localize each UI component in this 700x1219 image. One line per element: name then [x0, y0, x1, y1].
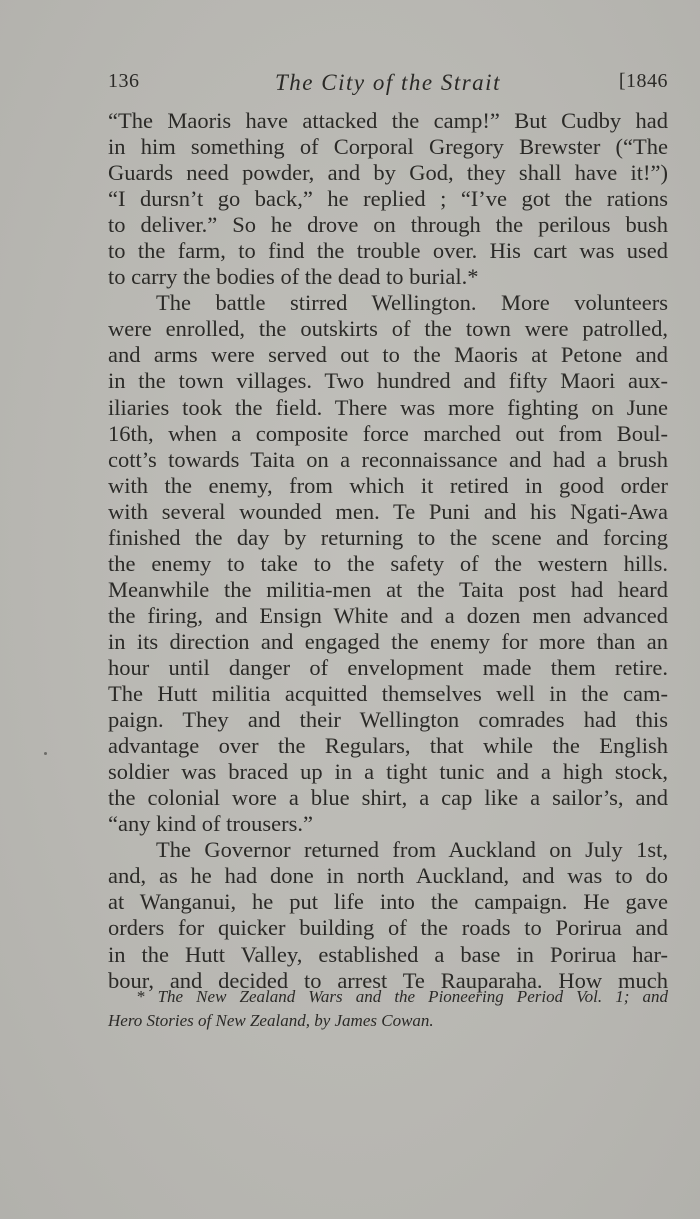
text-line: in its direction and engaged the enemy for more than an — [108, 628, 668, 654]
text-line: the enemy to take to the safety of the western hills. — [108, 550, 668, 576]
page-number: 136 — [108, 70, 140, 92]
text-line: with the enemy, from which it retired in good order — [108, 472, 668, 498]
text-line: were enrolled, the outskirts of the town were patrolled, — [108, 316, 668, 342]
text-line: orders for quicker building of the roads to Porirua and — [108, 915, 668, 941]
text-line: 16th, when a composite force marched out from Boul- — [108, 420, 668, 446]
text-line: and arms were served out to the Maoris at Petone and — [108, 342, 668, 368]
page-header — [108, 70, 668, 100]
footnote-line: Hero Stories of New Zealand, by James Cowan. — [108, 1011, 434, 1030]
text-line: to carry the bodies of the dead to burial.* — [108, 264, 479, 290]
text-line: “any kind of trousers.” — [108, 811, 313, 837]
text-line: “The Maoris have attacked the camp!” But Cudby had — [108, 108, 668, 133]
footnote — [108, 985, 668, 1033]
text-line: to deliver.” So he drove on through the perilous bush — [108, 212, 668, 238]
body-text — [108, 108, 668, 994]
text-line: hour until danger of envelopment made them retire. — [108, 654, 668, 680]
text-line: in the town villages. Two hundred and fifty Maori aux- — [108, 368, 668, 394]
text-line: the colonial wore a blue shirt, a cap like a sailor’s, and — [108, 785, 668, 811]
text-line: and, as he had done in north Auckland, and was to do — [108, 863, 668, 889]
text-line: at Wanganui, he put life into the campaign. He gave — [108, 889, 668, 915]
text-line: paign. They and their Wellington comrades had this — [108, 707, 668, 733]
footnote-line: * The New Zealand Wars and the Pioneering Period Vol. 1; and — [136, 987, 668, 1006]
text-line: iliaries took the field. There was more fighting on June — [108, 394, 668, 420]
text-line: with several wounded men. Te Puni and his Ngati-Awa — [108, 498, 668, 524]
text-line: The Governor returned from Auckland on July 1st, — [156, 837, 668, 863]
text-line: advantage over the Regulars, that while the English — [108, 733, 668, 759]
year-marker: [1846 — [618, 70, 668, 92]
text-line: cott’s towards Taita on a reconnaissance and had a brush — [108, 446, 668, 472]
text-line: to the farm, to find the trouble over. His cart was used — [108, 238, 668, 264]
text-line: soldier was braced up in a tight tunic and a high stock, — [108, 759, 668, 785]
text-line: in the Hutt Valley, established a base in Porirua har- — [108, 941, 668, 967]
text-line: “I dursn’t go back,” he replied ; “I’ve got the rations — [108, 186, 668, 212]
text-line: in him something of Corporal Gregory Brewster (“The — [108, 134, 668, 160]
text-line: bour, and decided to arrest Te Rauparaha. How much — [108, 967, 668, 993]
paper-speck — [44, 752, 47, 755]
running-title: The City of the Strait — [275, 70, 501, 95]
text-line: Guards need powder, and by God, they shall have it!”) — [108, 160, 668, 186]
text-line: finished the day by returning to the scene and forcing — [108, 524, 668, 550]
text-line: the firing, and Ensign White and a dozen men advanced — [108, 602, 668, 628]
text-line: The battle stirred Wellington. More volunteers — [156, 290, 668, 316]
text-line: Meanwhile the militia-men at the Taita post had heard — [108, 576, 668, 602]
text-line: The Hutt militia acquitted themselves well in the cam- — [108, 681, 668, 707]
